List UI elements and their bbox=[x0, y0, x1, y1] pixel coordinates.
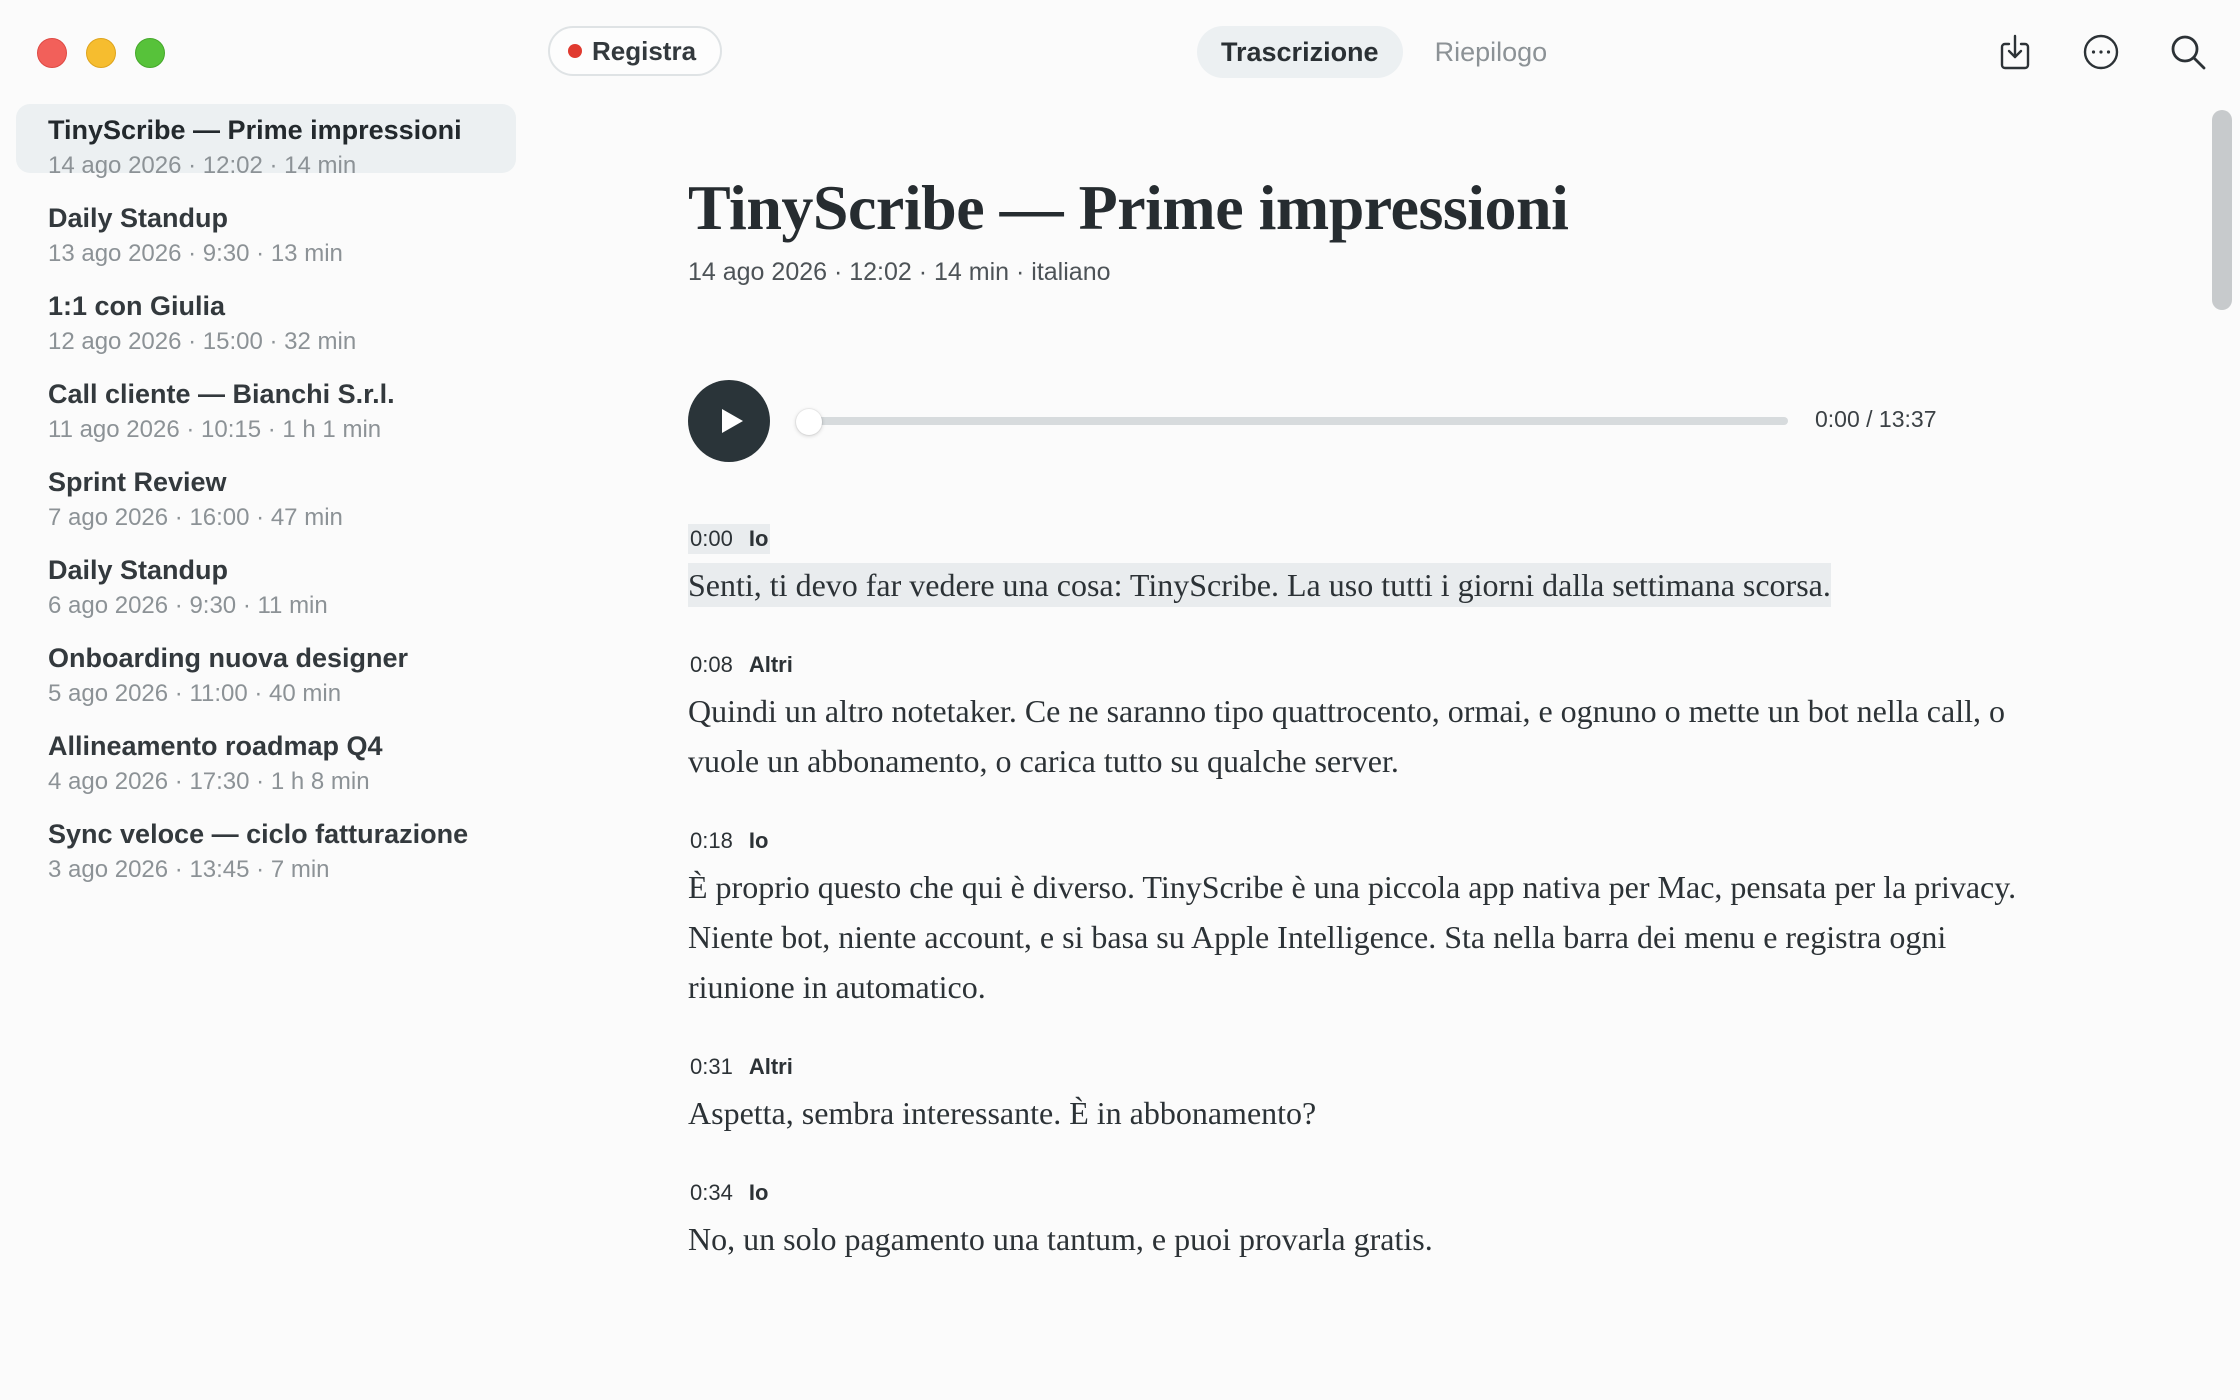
segment-text: È proprio questo che qui è diverso. TinyScribe è una piccola app nativa per Mac, pensata per la privacy. Niente bot, niente account, e si basa su Apple Intelligence. Sta nella barra dei menu e registra ogni riunione in automatico. bbox=[688, 869, 2017, 1005]
page-title: TinyScribe — Prime impressioni bbox=[688, 172, 1569, 243]
record-dot-icon bbox=[568, 44, 582, 58]
record-button[interactable] bbox=[548, 26, 722, 76]
recording-title: Daily Standup bbox=[48, 203, 229, 233]
recording-title: Sprint Review bbox=[48, 467, 227, 497]
transcript-segment[interactable] bbox=[688, 524, 2088, 610]
close-window-button[interactable] bbox=[37, 38, 67, 68]
tab-summary[interactable]: Riepilogo bbox=[1434, 37, 1548, 67]
zoom-window-button[interactable] bbox=[135, 38, 165, 68]
sidebar-item-recording[interactable] bbox=[16, 104, 516, 179]
playback-time: 0:00 / 13:37 bbox=[1815, 406, 1937, 432]
sidebar-item-recording[interactable] bbox=[16, 808, 516, 883]
scrollbar[interactable] bbox=[2210, 108, 2234, 1400]
segment-header bbox=[688, 1052, 795, 1082]
sidebar-item-recording[interactable] bbox=[16, 720, 516, 795]
segment-speaker: Io bbox=[748, 526, 769, 551]
recording-title: Daily Standup bbox=[48, 555, 229, 585]
recordings-sidebar bbox=[16, 104, 516, 883]
segment-header bbox=[688, 826, 770, 856]
recording-title: Onboarding nuova designer bbox=[48, 643, 409, 673]
sidebar-item-recording[interactable] bbox=[16, 632, 516, 707]
segment-speaker: Altri bbox=[748, 652, 793, 677]
sidebar-item-recording[interactable] bbox=[16, 192, 516, 267]
playback-track[interactable] bbox=[798, 417, 1788, 425]
segment-text: Senti, ti devo far vedere una cosa: TinyScribe. La uso tutti i giorni dalla settimana scorsa. bbox=[688, 563, 1831, 607]
search-icon[interactable] bbox=[2168, 32, 2208, 72]
recording-meta: 11 ago 2026 · 10:15 · 1 h 1 min bbox=[48, 416, 382, 443]
audio-player bbox=[688, 380, 1988, 462]
segment-timestamp[interactable]: 0:00 bbox=[690, 526, 733, 551]
segment-timestamp[interactable]: 0:34 bbox=[690, 1180, 733, 1205]
transcript-segment[interactable] bbox=[688, 1052, 2088, 1138]
recording-meta: 3 ago 2026 · 13:45 · 7 min bbox=[48, 856, 330, 883]
recording-meta: 4 ago 2026 · 17:30 · 1 h 8 min bbox=[48, 768, 370, 795]
play-icon bbox=[717, 406, 747, 436]
export-icon[interactable] bbox=[1995, 32, 2035, 72]
recording-title: Sync veloce — ciclo fatturazione bbox=[48, 819, 469, 849]
segment-header bbox=[688, 650, 795, 680]
recording-title: Call cliente — Bianchi S.r.l. bbox=[48, 379, 395, 409]
view-tabs bbox=[1197, 26, 1571, 78]
document-meta: 14 ago 2026 · 12:02 · 14 min · italiano bbox=[688, 258, 1111, 286]
transcript-segment[interactable] bbox=[688, 1178, 2088, 1264]
tab-transcript[interactable]: Trascrizione bbox=[1197, 26, 1403, 78]
transcript-segment[interactable] bbox=[688, 650, 2088, 786]
recording-meta: 7 ago 2026 · 16:00 · 47 min bbox=[48, 504, 343, 531]
record-button-label: Registra bbox=[592, 35, 697, 66]
segment-speaker: Io bbox=[748, 828, 769, 853]
transcript-segment[interactable] bbox=[688, 826, 2088, 1012]
sidebar-item-recording[interactable] bbox=[16, 456, 516, 531]
window-controls bbox=[37, 38, 165, 68]
segment-timestamp[interactable]: 0:18 bbox=[690, 828, 733, 853]
segment-header bbox=[688, 524, 770, 554]
minimize-window-button[interactable] bbox=[86, 38, 116, 68]
segment-text: Quindi un altro notetaker. Ce ne saranno tipo quattrocento, ormai, e ognuno o mette un bot nella call, o vuole un abbonamento, o carica tutto su qualche server. bbox=[688, 693, 2005, 779]
sidebar-item-recording[interactable] bbox=[16, 368, 516, 443]
segment-speaker: Io bbox=[748, 1180, 769, 1205]
segment-text: Aspetta, sembra interessante. È in abbonamento? bbox=[688, 1095, 1317, 1131]
segment-text-block bbox=[688, 560, 2088, 610]
playback-scrubber[interactable] bbox=[796, 409, 822, 435]
recording-meta: 12 ago 2026 · 15:00 · 32 min bbox=[48, 328, 357, 355]
recording-meta: 5 ago 2026 · 11:00 · 40 min bbox=[48, 680, 342, 707]
play-button[interactable] bbox=[688, 380, 770, 462]
recording-title: Allineamento roadmap Q4 bbox=[48, 731, 383, 761]
recording-title: 1:1 con Giulia bbox=[48, 291, 226, 321]
transcript-segments bbox=[688, 524, 2088, 1304]
sidebar-item-recording[interactable] bbox=[16, 280, 516, 355]
segment-timestamp[interactable]: 0:31 bbox=[690, 1054, 733, 1079]
segment-timestamp[interactable]: 0:08 bbox=[690, 652, 733, 677]
more-icon[interactable] bbox=[2081, 32, 2121, 72]
scrollbar-thumb[interactable] bbox=[2212, 110, 2232, 310]
transcript-pane bbox=[688, 160, 2048, 1257]
segment-text: No, un solo pagamento una tantum, e puoi provarla gratis. bbox=[688, 1221, 1433, 1257]
sidebar-item-recording[interactable] bbox=[16, 544, 516, 619]
segment-speaker: Altri bbox=[748, 1054, 793, 1079]
recording-meta: 14 ago 2026 · 12:02 · 14 min bbox=[48, 152, 357, 179]
recording-meta: 13 ago 2026 · 9:30 · 13 min bbox=[48, 240, 343, 267]
recording-meta: 6 ago 2026 · 9:30 · 11 min bbox=[48, 592, 328, 619]
segment-header bbox=[688, 1178, 770, 1208]
recording-title: TinyScribe — Prime impressioni bbox=[48, 115, 462, 145]
